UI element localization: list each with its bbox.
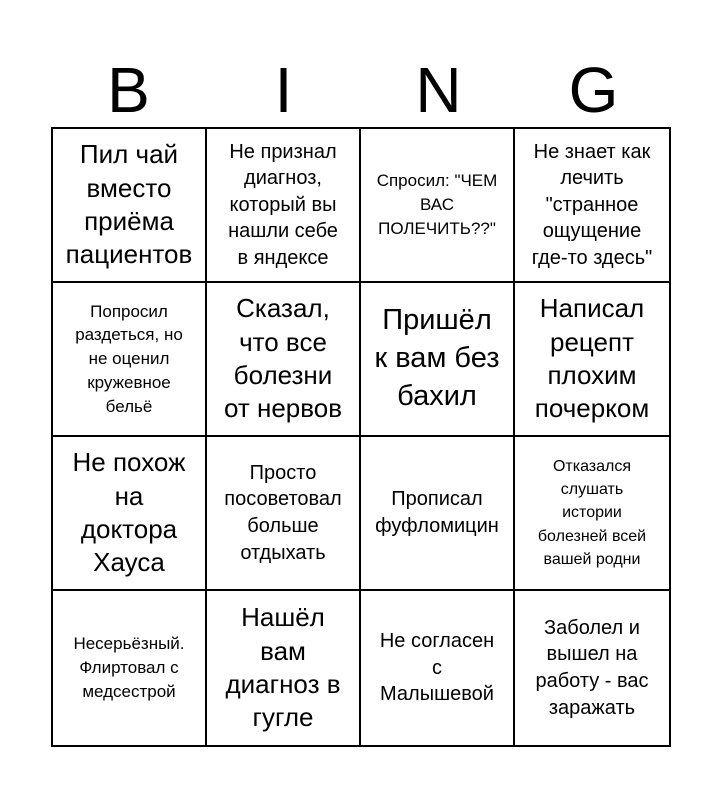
bingo-cell-r4c2[interactable]	[207, 591, 361, 745]
cell-text: Написал рецепт плохим почерком	[534, 293, 650, 424]
cell-text: Попросил раздеться, но не оценил кружевное бельё	[75, 301, 183, 416]
bingo-cell-r4c1[interactable]	[53, 591, 207, 745]
bingo-cell-r3c3[interactable]	[361, 437, 515, 591]
bingo-cell-r3c1[interactable]	[53, 437, 207, 591]
cell-text: Прописал фуфломицин	[375, 488, 499, 537]
bingo-grid	[51, 127, 671, 747]
bingo-cell-r2c3[interactable]	[361, 283, 515, 437]
bingo-cell-r1c3[interactable]	[361, 129, 515, 283]
bingo-cell-r2c4[interactable]	[515, 283, 669, 437]
header-letter-i: I	[274, 54, 293, 126]
bingo-cell-r1c1[interactable]	[53, 129, 207, 283]
cell-text: Просто посоветовал больше отдыхать	[224, 461, 342, 564]
bingo-cell-r1c4[interactable]	[515, 129, 669, 283]
cell-text: Пил чай вместо приёма пациентов	[65, 139, 193, 270]
cell-text: Отказался слушать истории болезней всей вашей родни	[537, 458, 647, 568]
cell-text: Нашёл вам диагноз в гугле	[225, 602, 341, 733]
bingo-cell-r4c3[interactable]	[361, 591, 515, 745]
bingo-cell-r1c2[interactable]	[207, 129, 361, 283]
cell-text: Не согласен с Малышевой	[379, 630, 495, 706]
cell-text: Пришёл к вам без бахил	[374, 304, 500, 412]
cell-text: Спросил: "ЧЕМ ВАС ПОЛЕЧИТЬ??"	[376, 171, 498, 238]
bingo-cell-r3c2[interactable]	[207, 437, 361, 591]
bingo-cell-r2c2[interactable]	[207, 283, 361, 437]
header-letter-g: G	[568, 54, 619, 126]
cell-text: Заболел и вышел на работу - вас заражать	[535, 616, 649, 719]
cell-text: Не знает как лечить "странное ощущение где-то здесь"	[531, 140, 653, 269]
bingo-cell-r2c1[interactable]	[53, 283, 207, 437]
bingo-cell-r3c4[interactable]	[515, 437, 669, 591]
cell-text: Не похож на доктора Хауса	[72, 447, 186, 578]
header-letter-n: N	[415, 54, 462, 126]
cell-text: Сказал, что все болезни от нервов	[223, 293, 343, 424]
bingo-cell-r4c4[interactable]	[515, 591, 669, 745]
header-letter-b: B	[107, 54, 150, 126]
bingo-header	[51, 55, 671, 125]
cell-text: Не признал диагноз, который вы нашли себе в яндексе	[228, 140, 338, 269]
cell-text: Несерьёзный. Флиртовал с медсестрой	[73, 634, 185, 701]
